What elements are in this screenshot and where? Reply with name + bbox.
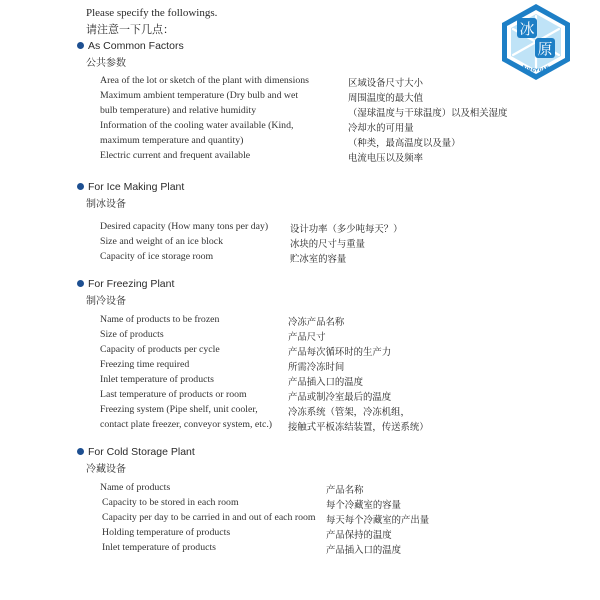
item-text-zh: 产品尺寸 <box>288 332 326 343</box>
item-text-zh: 产品每次循环时的生产力 <box>288 347 392 358</box>
section-subtitle-cold-storage: 冷藏设备 <box>86 464 126 475</box>
item-text-en: Inlet temperature of products <box>100 374 214 385</box>
item-text-zh: 区域设备尺寸大小 <box>348 78 424 89</box>
section-title-common-factors: As Common Factors <box>77 40 184 52</box>
item-text-en: Desired capacity (How many tons per day) <box>100 221 269 232</box>
section-subtitle-freezing: 制冷设备 <box>86 296 126 307</box>
item-text-en: Area of the lot or sketch of the plant with dimensions <box>100 75 309 86</box>
item-text-zh: 每天每个冷藏室的产出量 <box>326 515 430 526</box>
item-text-en: Name of products to be frozen <box>100 314 220 325</box>
item-text-en: Size of products <box>100 329 164 340</box>
item-text-zh: 周围温度的最大值 <box>348 93 424 104</box>
item-text-zh: 接触式平板冻结装置，传送系统） <box>288 422 429 433</box>
item-text-en: contact plate freezer, conveyor system, etc.) <box>100 419 273 430</box>
item-text-zh: 冷冻系统（管架，冷冻机组， <box>288 407 410 418</box>
item-text-zh: 产品插入口的温度 <box>326 545 402 556</box>
intro-heading-zh: 请注意一下几点： <box>86 23 174 36</box>
item-text-en: Size and weight of an ice block <box>100 236 223 247</box>
item-text-zh: 电流电压以及频率 <box>348 153 424 164</box>
logo-char-1: 冰 <box>519 20 535 38</box>
section-subtitle-common-factors: 公共参数 <box>86 58 126 69</box>
item-text-zh: 冷却水的可用量 <box>348 123 414 134</box>
bingyuan-logo <box>496 2 576 82</box>
item-text-zh: 每个冷藏室的容量 <box>326 500 402 511</box>
item-text-en: Freezing time required <box>100 359 190 370</box>
logo-char-2: 原 <box>537 40 553 58</box>
item-text-zh: 产品或制冷室最后的温度 <box>288 392 392 403</box>
section-subtitle-ice-making: 制冰设备 <box>86 199 126 210</box>
item-text-en: Capacity of products per cycle <box>100 344 220 355</box>
item-text-en: Maximum ambient temperature (Dry bulb and wet <box>100 90 299 101</box>
logo-ring-text: BINGYUAN <box>521 64 551 73</box>
item-text-zh: 所需冷冻时间 <box>288 362 345 373</box>
item-text-zh: 产品插入口的温度 <box>288 377 364 388</box>
item-text-en: Information of the cooling water available (Kind, <box>100 120 294 131</box>
section-title-cold-storage: For Cold Storage Plant <box>77 446 195 458</box>
item-text-zh: 产品保持的温度 <box>326 530 392 541</box>
item-text-en: Freezing system (Pipe shelf, unit cooler, <box>100 404 258 415</box>
intro-heading: Please specify the followings. <box>86 7 218 19</box>
item-text-zh: 设计功率（多少吨每天？） <box>290 224 403 235</box>
item-text-zh: 冰块的尺寸与重量 <box>290 239 366 250</box>
item-text-en: Electric current and frequent available <box>100 150 251 161</box>
item-text-en: maximum temperature and quantity) <box>100 135 244 146</box>
section-title-freezing: For Freezing Plant <box>77 278 174 290</box>
item-text-en: Holding temperature of products <box>102 527 231 538</box>
item-text-en: Capacity to be stored in each room <box>102 497 239 508</box>
item-text-zh: 产品名称 <box>326 485 364 496</box>
item-text-en: Inlet temperature of products <box>102 542 216 553</box>
item-text-zh: 冷冻产品名称 <box>288 317 345 328</box>
item-text-en: Capacity of ice storage room <box>100 251 214 262</box>
item-text-en: bulb temperature) and relative humidity <box>100 105 257 116</box>
item-text-zh: 贮冰室的容量 <box>290 254 347 265</box>
item-text-zh: （种类，最高温度以及量） <box>348 138 461 149</box>
item-text-zh: （湿球温度与干球温度）以及相关湿度 <box>348 108 508 119</box>
item-text-en: Last temperature of products or room <box>100 389 247 400</box>
section-title-ice-making: For Ice Making Plant <box>77 181 184 193</box>
item-text-en: Capacity per day to be carried in and out of each room <box>102 512 316 523</box>
item-text-en: Name of products <box>100 482 171 493</box>
